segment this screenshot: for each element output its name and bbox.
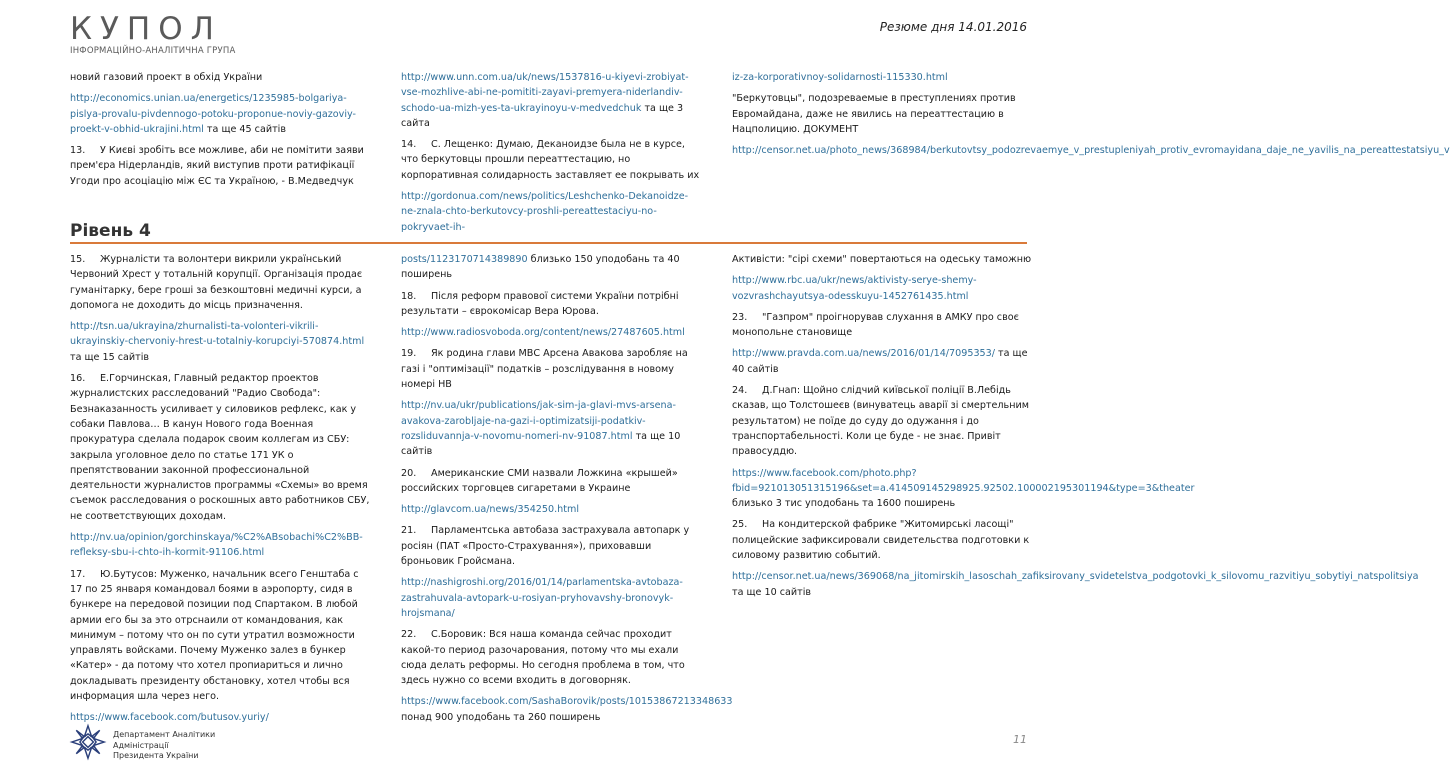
news-item (401, 289, 701, 320)
source-line (732, 569, 1419, 600)
source-link[interactable]: http://nv.ua/opinion/gorchinskaya/%C2%ABsobachi%C2%BB-refleksy-sbu-i-chto-ih-kormit-91106.html (70, 532, 363, 559)
item-number: 15. (70, 254, 86, 265)
item-headline: Журналісти та волонтери викрили український Червоний Хрест у тотальній корупції. Організація продає гуманітарку, бере гроші за безкоштовні медичні курси, а допомога не доходить до місць призначення. (70, 254, 363, 311)
source-line (70, 710, 370, 725)
bottom-column-3 (732, 252, 1419, 606)
news-item (401, 627, 701, 688)
source-line (70, 530, 370, 561)
reach-count: близько 3 тис уподобань та 1600 поширень (732, 498, 956, 510)
bottom-column-1 (70, 252, 370, 732)
source-link[interactable]: http://www.radiosvoboda.org/content/news/27487605.html (401, 327, 685, 339)
item-headline: На кондитерской фабрике "Житомирські ласощі" полицейские зафиксировали свидетельства подготовки к силовому развитию событий. (732, 519, 1030, 562)
source-link[interactable]: http://www.unn.com.ua/uk/news/1537816-u-kiyevi-zrobiyat-vse-mozhlive-abi-ne-pomititi-zayavi-premyera-niderlandiv-schodo-ua-mizh-yes-ta-ukrayinoyu-v-medvedchuk (401, 72, 689, 114)
item-number: 19. (401, 348, 417, 360)
source-link[interactable]: https://www.facebook.com/butusov.yuriy/ (70, 712, 269, 724)
news-item (401, 137, 701, 183)
item-number: 13. (70, 145, 86, 157)
reach-count: та ще 15 сайтів (70, 351, 150, 363)
top-column-1 (70, 70, 370, 195)
news-item (732, 383, 1032, 459)
news-item (401, 466, 701, 497)
source-line (732, 70, 1032, 85)
source-line (401, 575, 701, 621)
news-item (70, 371, 370, 524)
reach-count: та ще 40 сайтів (732, 348, 1028, 375)
department-line-2: Адміністрації (113, 740, 169, 750)
source-line (401, 398, 701, 459)
item-number: 21. (401, 525, 417, 537)
source-link[interactable]: http://gordonua.com/news/politics/Leshchenko-Dekanoidze-ne-znala-chto-berkutovcy-proshli-pereattestaciyu-no-pokryvaet-ih- (401, 191, 689, 233)
item-headline: Д.Гнап: Щойно слідчий київської поліції В.Лебідь сказав, що Толстошеєв (винуватець аварії зі смертельним результатом) не поїде до суду до одужання і до транспортабельності. Коли це буде - не знає. Привіт правосуддю. (732, 385, 1029, 458)
news-text: новий газовий проект в обхід України (70, 72, 263, 83)
reach-count: понад 900 уподобань та 260 поширень (401, 711, 601, 723)
kupol-logo (70, 11, 236, 56)
source-line (401, 70, 701, 131)
item-headline: Американские СМИ назвали Ложкина «крышей» российских торговцев сигаретами в Украине (401, 467, 678, 494)
item-headline: Е.Горчинская, Главный редактор проектов журналистских расследований "Радио Свобода": Безнаказанность усиливает у силовиков рефлекс, как у собаки Павлова… В канун Нового года Военная прокуратура сделала подарок своим коллегам из СБУ: закрыла уголовное дело по статье 171 УК о препятствовании законной профессиональной деятельности журналистов программы «Схемы» во время съемок расследования о роскошных авто работников СБУ, не соответствующих доходам. (70, 373, 370, 522)
source-link[interactable]: http://nv.ua/ukr/publications/jak-sim-ja-glavi-mvs-arsena-avakova-zarobljaje-na-gazi-i-optimizatsiji-podatkiv-rozsliduvannja-v-novomu-nomeri-nv-91087.html (401, 400, 676, 442)
reach-count: та ще 45 сайтів (203, 123, 286, 135)
document-date: Резюме дня 14.01.2016 (879, 20, 1027, 34)
source-link[interactable]: http://censor.net.ua/news/369068/na_jitomirskih_lasoschah_zafiksirovany_svidetelstva_podgotovki_k_silovomu_razvitiyu_sobytiyi_natspolitsiya (732, 571, 1419, 583)
department-line-1: Департамент Аналітики (113, 730, 216, 739)
department-caption (113, 730, 215, 762)
news-item (401, 346, 701, 392)
item-headline: "Газпром" проігнорував слухання в АМКУ про своє монопольне становище (732, 311, 1019, 339)
star-emblem-icon (70, 724, 106, 760)
item-number: 20. (401, 467, 417, 479)
item-number: 14. (401, 139, 417, 151)
news-item (732, 310, 1032, 341)
top-column-2 (401, 70, 701, 241)
reach-count: та ще 10 сайтів (401, 430, 681, 458)
source-line (401, 325, 701, 340)
news-item (401, 523, 701, 569)
source-line (401, 694, 733, 725)
bottom-column-2 (401, 252, 733, 731)
news-text: "Беркутовцы", подозреваемые в преступлениях против Евромайдана, даже не явились на переаттестацию в Нацполицию. ДОКУМЕНТ (732, 93, 1016, 135)
source-link[interactable]: https://www.facebook.com/photo.php?fbid=921013051315196&set=a.414509145298925.92502.100002195301194&type=3&theater (732, 467, 1195, 494)
item-number: 17. (70, 568, 86, 580)
item-number: 22. (401, 629, 417, 641)
item-headline: С.Боровик: Вся наша команда сейчас проходит какой-то период разочарования, потому что мы ехали сюда делать реформы. Но сегодня проблема в том, что здесь нужно со всеми входить в договорняк. (401, 629, 685, 687)
item-number: 23. (732, 311, 748, 323)
item-number: 16. (70, 373, 86, 385)
source-link[interactable]: http://nashigroshi.org/2016/01/14/parlamentska-avtobaza-zastrahuvala-avtopark-u-rosiyan-pryhovavshy-bronovyk-hrojsmana/ (401, 577, 683, 619)
item-headline: Ю.Бутусов: Муженко, начальник всего Генштаба с 17 по 25 января командовал боями в аэропорту, сидя в бункере на передовой позиции под Спартаком. В любой армии его бы за это отрснаили от командования, как минимум – потому что он по сути утратил возможности управлять войсками. Почему Муженко залез в бункер «Катер» - да потому что хотел пропиариться и лично докладывать президенту обстановку, хотел чтобы вся информация шла через него. (70, 568, 359, 703)
source-line (732, 466, 1195, 512)
page-number: 11 (1013, 733, 1027, 746)
source-line (70, 91, 370, 137)
item-headline: С. Лещенко: Думаю, Деканоидзе была не в курсе, что беркутовцы прошли переаттестацию, но корпоративная солидарность заставляет ее покрывать их (401, 139, 700, 181)
section-heading-level-4: Рівень 4 (70, 221, 151, 241)
source-line (732, 143, 1450, 158)
item-number: 18. (401, 290, 417, 302)
news-item (70, 252, 370, 313)
source-link[interactable]: http://tsn.ua/ukrayina/zhurnalisti-ta-volonteri-vikrili-ukrayinskiy-chervoniy-hrest-u-totalniy-korupciyi-570874.html (70, 321, 365, 348)
source-link[interactable]: http://glavcom.ua/news/354250.html (401, 504, 580, 516)
source-line (732, 346, 1032, 377)
source-link[interactable]: http://censor.net.ua/photo_news/368984/berkutovtsy_podozrevaemye_v_prestupleniyah_protiv_evromayidana_daje_ne_yavilis_na_pereattestatsiyu_v (732, 145, 1450, 157)
item-headline: У Києві зробіть все можливе, аби не помітити заяви прем'єра Нідерландів, який виступив проти ратифікації Угоди про асоціацію між ЄС та Україною, - В.Медведчук (70, 145, 364, 187)
source-line (732, 273, 1032, 304)
source-link[interactable]: iz-za-korporativnoy-solidarnosti-115330.html (732, 72, 948, 83)
news-text: Активісти: "сірі схеми" повертаються на одеську таможню (732, 254, 1032, 265)
item-headline: Як родина глави МВС Арсена Авакова заробляє на газі і "оптимізації" податків – розслідування в новому номері НВ (401, 348, 688, 391)
source-link[interactable]: http://www.rbc.ua/ukr/news/aktivisty-serye-shemy-vozvrashchayutsya-odesskuyu-1452761435.html (732, 275, 977, 302)
news-item (70, 143, 370, 189)
department-line-3: Президента України (113, 751, 199, 760)
item-headline: Парламентська автобаза застрахувала автопарк у росіян (ПАТ «Просто-Страхування»), приховавши броньовик Гройсмана. (401, 525, 690, 568)
top-column-3 (732, 70, 1450, 164)
logo-title: КУПОЛ (70, 11, 222, 47)
source-link[interactable]: http://economics.unian.ua/energetics/1235985-bolgariya-pislya-provalu-pivdennogo-potoku-proponue-noviy-gazoviy-proekt-v-obhid-ukrajini.html (70, 93, 356, 135)
logo-subtitle: ІНФОРМАЦІЙНО-АНАЛІТИЧНА ГРУПА (70, 46, 236, 56)
source-line (70, 319, 370, 365)
source-link[interactable]: https://www.facebook.com/SashaBorovik/posts/10153867213348633 (401, 696, 733, 708)
reach-count: та ще 3 сайта (401, 102, 684, 129)
reach-count: близько 150 уподобань та 40 поширень (401, 254, 680, 281)
item-number: 25. (732, 519, 748, 531)
reach-count: та ще 10 сайтів (732, 586, 812, 598)
item-number: 24. (732, 385, 748, 397)
source-line (401, 502, 701, 517)
source-line (401, 189, 701, 235)
section-divider (70, 242, 1027, 244)
source-line (401, 252, 701, 283)
news-item (732, 517, 1032, 563)
news-item (70, 567, 370, 705)
item-headline: Після реформ правової системи України потрібні результати – єврокомісар Вера Юрова. (401, 290, 679, 317)
source-link[interactable]: http://www.pravda.com.ua/news/2016/01/14/7095353/ (732, 348, 995, 360)
source-link[interactable]: posts/1123170714389890 (401, 254, 528, 265)
